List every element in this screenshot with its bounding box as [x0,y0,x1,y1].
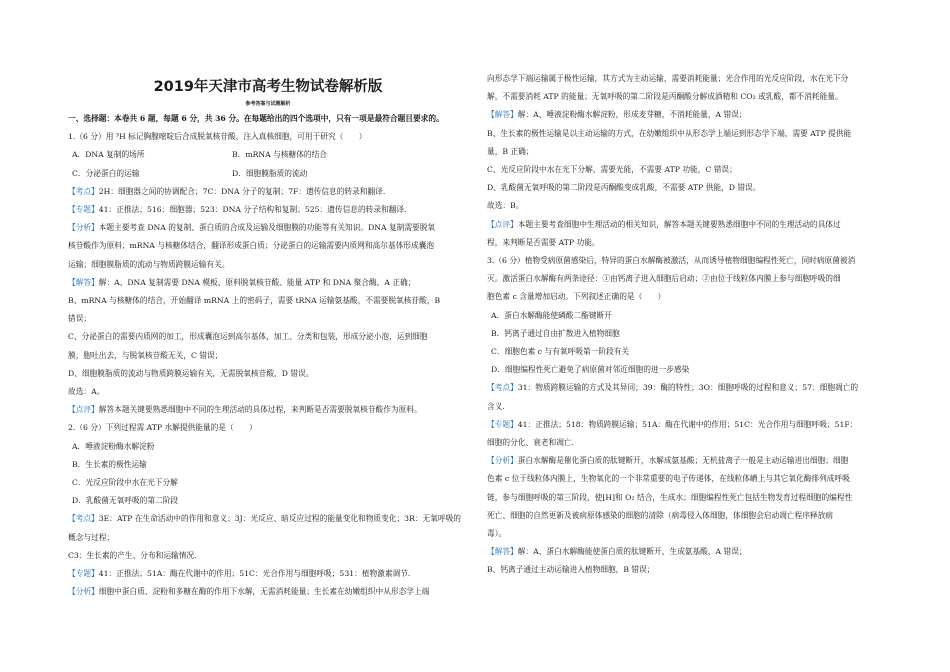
kaodian-tag: 【考点】 [487,383,518,393]
jieda-line: D、乳酸菌无氧呼吸的第二阶段是丙酮酸变成乳酸，不需要 ATP 供能，D 错误。 [487,183,761,193]
answer-line: 故选：A。 [68,387,105,397]
q2-fenxi [68,583,468,601]
question-1-options [68,146,468,182]
zhuanti-text: 41：正推法；51A：酶在代谢中的作用；51C：光合作用与细胞呼吸；531：植物激素调节. [98,569,411,579]
jieda-line: B、钙离子通过主动运输进入植物细胞，B 错误； [487,565,655,575]
question-2-stem: 2.（6 分）下列过程需 ATP 水解提供能量的是（ ） [68,423,257,433]
dianping-line: 程，来判断是否需要 ATP 功能。 [487,237,600,247]
column-spacer [487,0,887,70]
option-c: C．细胞色素 c 与有氧呼吸第一阶段有关 [491,347,630,357]
q2-kaodian [68,510,468,546]
option-a: A．蛋白水解酶能使磷酸二酯键断开 [491,310,612,320]
option-c: C．光反应阶段中水在光下分解 [72,478,178,488]
answer-line: 故选：B。 [487,201,524,211]
fenxi-line: 运输；细胞膜脂质的流动与物质跨膜运输有关。 [68,259,230,269]
question-3-stem: 3.（6 分）植物受病原菌感染后，特异的蛋白水解酶被激活，从而诱导植物细胞编程性死亡，同时病原菌被消 [487,256,856,266]
dianping-line: 解答本题关键要熟悉细胞中不同的生理活动的具体过程，来判断是否需要脱氧核苷酸作为原料。 [98,405,422,415]
option-d: D．细胞膜脂质的流动 [232,168,308,178]
q1-zhuanti [68,201,468,219]
kaodian-text: 31：物质跨膜运输的方式及其异同；39：酶的特性；3O：细胞呼吸的过程和意义；57：细胞凋亡的 [517,383,859,393]
fenxi-line: 本题主要考查 DNA 的复制、蛋白质的合成及运输及细胞膜的功能等有关知识。DNA 复制需要脱氧 [98,223,436,233]
q1-jieda [68,274,468,292]
q2-dianping [487,216,887,234]
kaodian-tag: 【考点】 [68,186,99,196]
zhuanti-text: 41：正推法；518：物质跨膜运输；51A：酶在代谢中的作用；51C：光合作用与细胞呼吸；51F： [517,419,858,429]
fenxi-line: 细胞中蛋白质、淀粉和多糖在酶的作用下水解，无需消耗能量；生长素在幼嫩组织中从形态学上端 [98,587,430,597]
page-title: 2019年天津市高考生物试卷解析版 [153,79,383,95]
option-d: D．细胞编程性死亡避免了病原菌对邻近细胞的进一步感染 [491,365,690,375]
option-b: B．mRNA 与核糖体的结合 [232,150,327,160]
kaodian-line: 含义. [487,401,505,411]
jieda-line: C、光反应阶段中水在光下分解，需要光能，不需要 ATP 功能，C 错误； [487,165,737,175]
option-b: B．钙离子通过自由扩散进入植物细胞 [491,328,620,338]
section-heading: 一、选择题：本卷共 6 题，每题 6 分，共 36 分。在每题给出的四个选项中，只有一项是最符合题目要求的。 [68,114,444,123]
fenxi-line: 死亡、细胞的自然更新及被病原体感染的细胞的清除（病毒侵入体细胞，体细胞会启动凋亡程序释放病 [487,510,833,520]
fenxi-line: 核苷酸作为原料；mRNA 与核糖体结合，翻译形成蛋白质；分泌蛋白的运输需要内质网和高尔基体形成囊泡 [68,241,435,251]
jieda-line: 解：A、唾液淀粉酶水解淀粉，形成麦芽糖，不消耗能量，A 错误； [517,110,747,120]
fenxi-line: 解，不需要消耗 ATP 的能量；无氧呼吸的第二阶段是丙酮酸分解成酒精和 CO₂ 或乳酸，都不消耗能量。 [487,92,843,102]
q1-kaodian [68,183,468,201]
q2-zhuanti [68,565,468,583]
fenxi-line: 链，参与细胞呼吸的第三阶段，使[H]和 O₂ 结合，生成水；细胞编程性死亡包括生物发育过程细胞的编程性 [487,492,853,502]
jieda-line: 膜，胞吐出去，与脱氧核苷酸无关，C 错误； [68,350,223,360]
zhuanti-line: 细胞的分化、衰老和凋亡. [487,438,575,448]
left-column [68,0,468,601]
fenxi-tag: 【分析】 [68,587,99,597]
q3-kaodian [487,379,887,397]
jieda-tag: 【解答】 [68,277,99,287]
fenxi-line: 色素 c 位于线粒体内膜上，生物氧化的一个非常重要的电子传递体，在线粒体嵴上与其它氧化酶排列成呼吸 [487,474,850,484]
dianping-tag: 【点评】 [487,219,518,229]
fenxi-tag: 【分析】 [487,456,518,466]
question-3-options [487,307,887,380]
q3-zhuanti [487,416,887,434]
zhuanti-tag: 【专题】 [487,419,518,429]
zhuanti-tag: 【专题】 [68,205,99,215]
fenxi-line: 蛋白水解酶是催化蛋白质的肽键断开，水解成氨基酸；无机盐离子一般是主动运输进出细胞；细胞 [517,456,849,466]
zhuanti-text: 41：正推法；516：细胞器；523：DNA 分子结构和复制；525：遗传信息的转录和翻译. [98,205,407,215]
fenxi-line: 向形态学下端运输属于极性运输，其方式为主动运输，需要消耗能量；光合作用的光反应阶段，水在光下分 [487,74,849,83]
dianping-line: 本题主要考查细胞中生理活动的相关知识，解答本题关键要熟悉细胞中不同的生理活动的具体过 [517,219,841,229]
option-c: C．分泌蛋白的运输 [72,168,140,178]
q3-jieda [487,543,887,561]
option-d: D．乳酸菌无氧呼吸的第二阶段 [72,496,179,506]
jieda-line: C、分泌蛋白的需要内质网的加工，形成囊泡运到高尔基体，加工、分类和包装，形成分泌小泡，运到细胞 [68,332,428,342]
q2-jieda [487,106,887,124]
kaodian-line: C3：生长素的产生、分布和运输情况. [68,550,197,560]
option-a: A．唾液淀粉酶水解淀粉 [72,441,155,451]
kaodian-text: 2H：细胞器之间的协调配合；7C：DNA 分子的复制；7F：遗传信息的转录和翻译. [98,186,386,196]
jieda-line: 错误； [68,314,92,324]
question-3-stem: 灭。激活蛋白水解酶有两条途径：①由钙离子进入细胞后启动；②由位于线粒体内膜上参与细胞呼吸的细 [487,274,841,284]
q1-dianping [68,401,468,419]
jieda-line: 解：A、蛋白水解酶能使蛋白质的肽键断开，生成氨基酸，A 错误； [517,547,747,557]
option-a: A．DNA 复制的场所 [72,150,145,160]
question-2-options [68,438,468,511]
question-1-stem: 1.（6 分）用 ³H 标记胸腺嘧啶后合成脱氧核苷酸，注入真核细胞，可用于研究（ ） [68,132,367,142]
jieda-line: D、细胞膜脂质的流动与物质跨膜运输有关，无需脱氧核苷酸，D 错误。 [68,368,314,378]
q3-fenxi [487,452,887,470]
jieda-line: 解：A、DNA 复制需要 DNA 模板、原料脱氧核苷酸、能量 ATP 和 DNA 聚合酶，A 正确； [98,277,416,287]
fenxi-tag: 【分析】 [68,223,99,233]
jieda-line: B、生长素的极性运输是以主动运输的方式，在幼嫩组织中从形态学上端运到形态学下端，需要 ATP 提供能 [487,128,852,138]
dianping-tag: 【点评】 [68,405,99,415]
jieda-line: 量，B 正确； [487,146,534,156]
kaodian-tag: 【考点】 [68,514,99,524]
right-column [487,0,887,580]
jieda-tag: 【解答】 [487,547,518,557]
zhuanti-tag: 【专题】 [68,569,99,579]
jieda-line: B、mRNA 与核糖体的结合，开始翻译 mRNA 上的密码子，需要 tRNA 运输氨基酸，不需要脱氧核苷酸，B [68,296,441,306]
kaodian-text: 3E：ATP 在生命活动中的作用和意义；3J：光反应、暗反应过程的能量变化和物质变化；3R：无氧呼吸的概念与过程； [68,514,461,542]
question-3-stem: 胞色素 c 含量增加启动。下列叙述正确的是（ ） [487,292,666,302]
q1-fenxi [68,219,468,237]
fenxi-line: 毒）。 [487,529,507,539]
jieda-tag: 【解答】 [487,110,518,120]
page-subtitle: 参考答案与试题解析 [245,101,291,107]
option-b: B．生长素的极性运输 [72,459,147,469]
